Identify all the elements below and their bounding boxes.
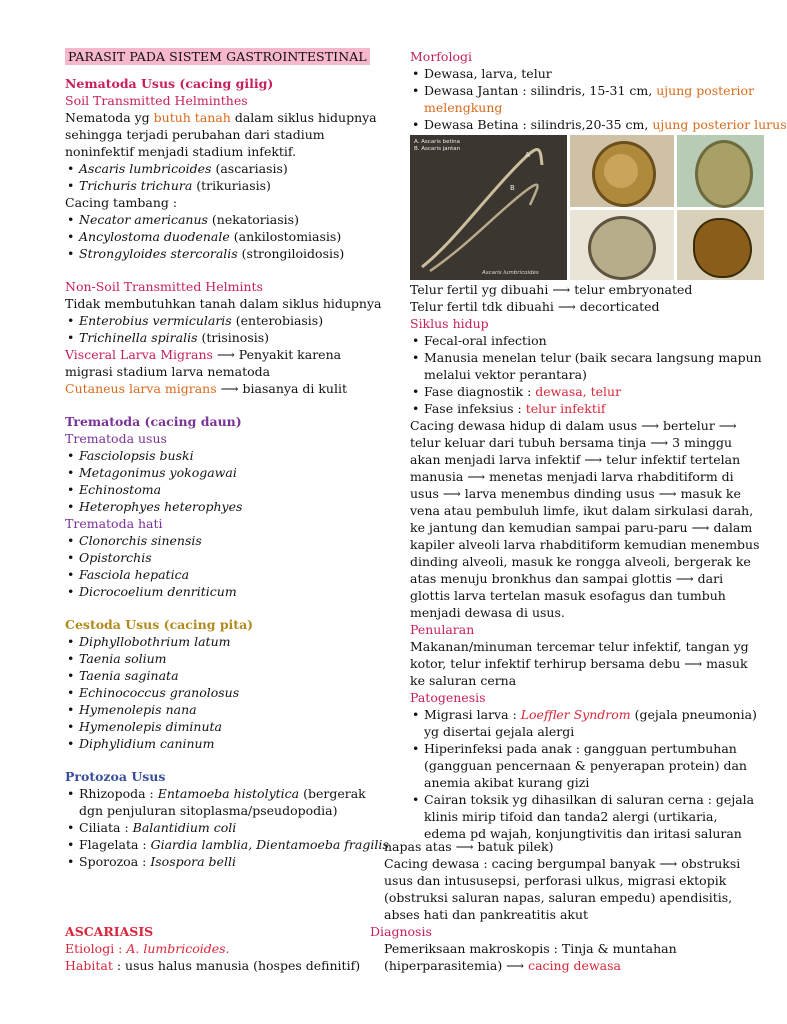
egg-photo-3 [570, 210, 674, 280]
list-item: • Dicrocoelium denriticum [65, 583, 383, 600]
worm-legend: A. Ascaris betina B. Ascaris jantan [414, 139, 461, 152]
list-item: • Diphyllobothrium latum [65, 633, 383, 650]
protozoa-heading: Protozoa Usus [65, 769, 166, 784]
list-item: • Flagelata : Giardia lamblia, Dientamoeba fragilis [65, 836, 370, 853]
morfologi-heading: Morfologi [410, 49, 472, 64]
egg-photo-2 [677, 135, 764, 207]
penularan-paragraph: Makanan/minuman tercemar telur infektif, tangan yg kotor, telur infektif terhirup bersama debu ⟶ masuk ke saluran cerna [410, 639, 749, 688]
list-item: • Hiperinfeksi pada anak : gangguan pertumbuhan (gangguan pencernaan & penyerapan protein) dan anemia akibat kurang gizi [410, 740, 762, 791]
trematoda-usus-list [65, 447, 383, 515]
worm-icon [410, 135, 567, 280]
telur-fertil-line: Telur fertil yg dibuahi ⟶ telur embryonated [410, 282, 693, 297]
siklus-list [410, 332, 762, 417]
protozoa-list [65, 785, 389, 870]
list-item: • Taenia saginata [65, 667, 383, 684]
list-item: • Cairan toksik yg dihasilkan di saluran cerna : gejala klinis mirip tifoid dan tanda2 alergi (urtikaria, edema pd wajah, konjungtivitis dan iritasi saluran [410, 791, 762, 842]
ascaris-figure [410, 135, 764, 280]
telur-tdk-line: Telur fertil tdk dibuahi ⟶ decorticated [410, 299, 660, 314]
patogenesis-list [410, 706, 762, 842]
trematoda-heading: Trematoda (cacing daun) [65, 414, 242, 429]
list-item: • Enterobius vermicularis (enterobiasis) [65, 312, 383, 329]
list-item: • Hymenolepis diminuta [65, 718, 383, 735]
worm-mark-a: A [525, 151, 530, 159]
page-title: PARASIT PADA SISTEM GASTROINTESTINAL [65, 48, 370, 65]
morfologi-list [410, 65, 787, 133]
list-item: • Fecal-oral infection [410, 332, 762, 349]
list-item: • Strongyloides stercoralis (strongiloidosis) [65, 245, 383, 262]
list-item: • Rhizopoda : Entamoeba histolytica (bergerak dgn penjuluran sitoplasma/pseudopodia) [65, 785, 370, 819]
list-item: • Metagonimus yokogawai [65, 464, 383, 481]
left-column [65, 48, 389, 870]
siklus-paragraph: Cacing dewasa hidup di dalam usus ⟶ bertelur ⟶ telur keluar dari tubuh bersama tinja ⟶ 3 minggu akan menjadi larva infektif ⟶ telur infektif tertelan manusia ⟶ menetas menjadi larva rhabditiform di usus ⟶ larva menembus dinding usus ⟶ masuk ke vena atau pembuluh limfe, ikut dalam sirkulasi darah, ke jantung dan kemudian sampai paru-paru ⟶ dalam kapiler alveoli larva rhabditiform kemudian menembus dinding alveoli, masuk ke rongga alveoli, bergerak ke atas menuju bronkhus dan sampai glottis ⟶ dari glottis larva tertelan masuk esofagus dan tumbuh menjadi dewasa di usus. [410, 418, 760, 620]
pato-cont-line: napas atas ⟶ batuk pilek) [384, 839, 554, 854]
sth-heading: Soil Transmitted Helminthes [65, 93, 248, 108]
cestoda-list [65, 633, 383, 752]
nematoda-heading: Nematoda Usus (cacing gilig) [65, 76, 274, 91]
list-item: • Ciliata : Balantidium coli [65, 819, 370, 836]
egg-photo-4 [677, 210, 764, 280]
list-item: • Clonorchis sinensis [65, 532, 383, 549]
list-item: • Necator americanus (nekatoriasis) [65, 211, 383, 228]
etiologi-line: Etiologi : A. lumbricoides. [65, 941, 230, 956]
sth-list [65, 160, 383, 194]
list-item: • Manusia menelan telur (baik secara langsung mapun melalui vektor perantara) [410, 349, 762, 383]
list-item: • Ascaris lumbricoides (ascariasis) [65, 160, 383, 177]
ascariasis-heading: ASCARIASIS [65, 924, 154, 939]
list-item: • Opistorchis [65, 549, 383, 566]
list-item: • Fase diagnostik : dewasa, telur [410, 383, 762, 400]
list-item: • Dewasa Betina : silindris,20-35 cm, ujung posterior lurus [410, 116, 762, 133]
ascariasis-section [65, 923, 383, 974]
trematoda-hati-heading: Trematoda hati [65, 516, 163, 531]
right-column-body [410, 281, 762, 842]
list-item: • Migrasi larva : Loeffler Syndrom (gejala pneumonia) yg disertai gejala alergi [410, 706, 762, 740]
list-item: • Fase infeksius : telur infektif [410, 400, 762, 417]
list-item: • Dewasa, larva, telur [410, 65, 762, 82]
trematoda-usus-heading: Trematoda usus [65, 431, 167, 446]
list-item: • Echinococcus granolosus [65, 684, 383, 701]
vlm-paragraph: Visceral Larva Migrans ⟶ Penyakit karena migrasi stadium larva nematoda [65, 347, 342, 379]
tambang-list [65, 211, 383, 262]
patogenesis-continuation [370, 838, 762, 974]
cestoda-heading: Cestoda Usus (cacing pita) [65, 617, 254, 632]
list-item: • Fasciolopsis buski [65, 447, 383, 464]
patogenesis-heading: Patogenesis [410, 690, 486, 705]
diagnosis-heading: Diagnosis [370, 924, 432, 939]
list-item: • Ancylostoma duodenale (ankilostomiasis) [65, 228, 383, 245]
list-item: • Taenia solium [65, 650, 383, 667]
list-item: • Dewasa Jantan : silindris, 15-31 cm, ujung posterior melengkung [410, 82, 762, 116]
egg-photo-1 [570, 135, 674, 207]
list-item: • Echinostoma [65, 481, 383, 498]
nonsth-list [65, 312, 383, 346]
siklus-heading: Siklus hidup [410, 316, 489, 331]
morfologi-section [410, 48, 787, 133]
trematoda-hati-list [65, 532, 383, 600]
nonsth-heading: Non-Soil Transmitted Helmints [65, 279, 263, 294]
penularan-heading: Penularan [410, 622, 475, 637]
list-item: • Trichuris trichura (trikuriasis) [65, 177, 383, 194]
list-item: • Trichinella spiralis (trisinosis) [65, 329, 383, 346]
list-item: • Fasciola hepatica [65, 566, 383, 583]
list-item: • Hymenolepis nana [65, 701, 383, 718]
diagnosis-paragraph: Pemeriksaan makroskopis : Tinja & muntahan (hiperparasitemia) ⟶ cacing dewasa [384, 941, 677, 973]
list-item: • Diphylidium caninum [65, 735, 383, 752]
habitat-line: Habitat : usus halus manusia (hospes definitif) [65, 958, 361, 973]
clm-paragraph: Cutaneus larva migrans ⟶ biasanya di kulit [65, 381, 347, 396]
worm-mark-b: B [510, 184, 515, 192]
nonsth-paragraph: Tidak membutuhkan tanah dalam siklus hidupnya [65, 296, 382, 311]
list-item: • Heterophyes heterophyes [65, 498, 383, 515]
list-item: • Sporozoa : Isospora belli [65, 853, 370, 870]
cacing-dewasa-paragraph: Cacing dewasa : cacing bergumpal banyak ⟶ obstruksi usus dan intususepsi, perforasi ulkus, migrasi ektopik (obstruksi saluran napas, saluran empedu) apendisitis, abses hati dan pankreatitis akut [384, 856, 741, 922]
worm-caption: Ascaris lumbricoides [482, 270, 539, 276]
tambang-label: Cacing tambang : [65, 195, 178, 210]
worm-photo [410, 135, 567, 280]
sth-paragraph: Nematoda yg butuh tanah dalam siklus hidupnya sehingga terjadi perubahan dari stadium noninfektif menjadi stadium infektif. [65, 110, 377, 159]
